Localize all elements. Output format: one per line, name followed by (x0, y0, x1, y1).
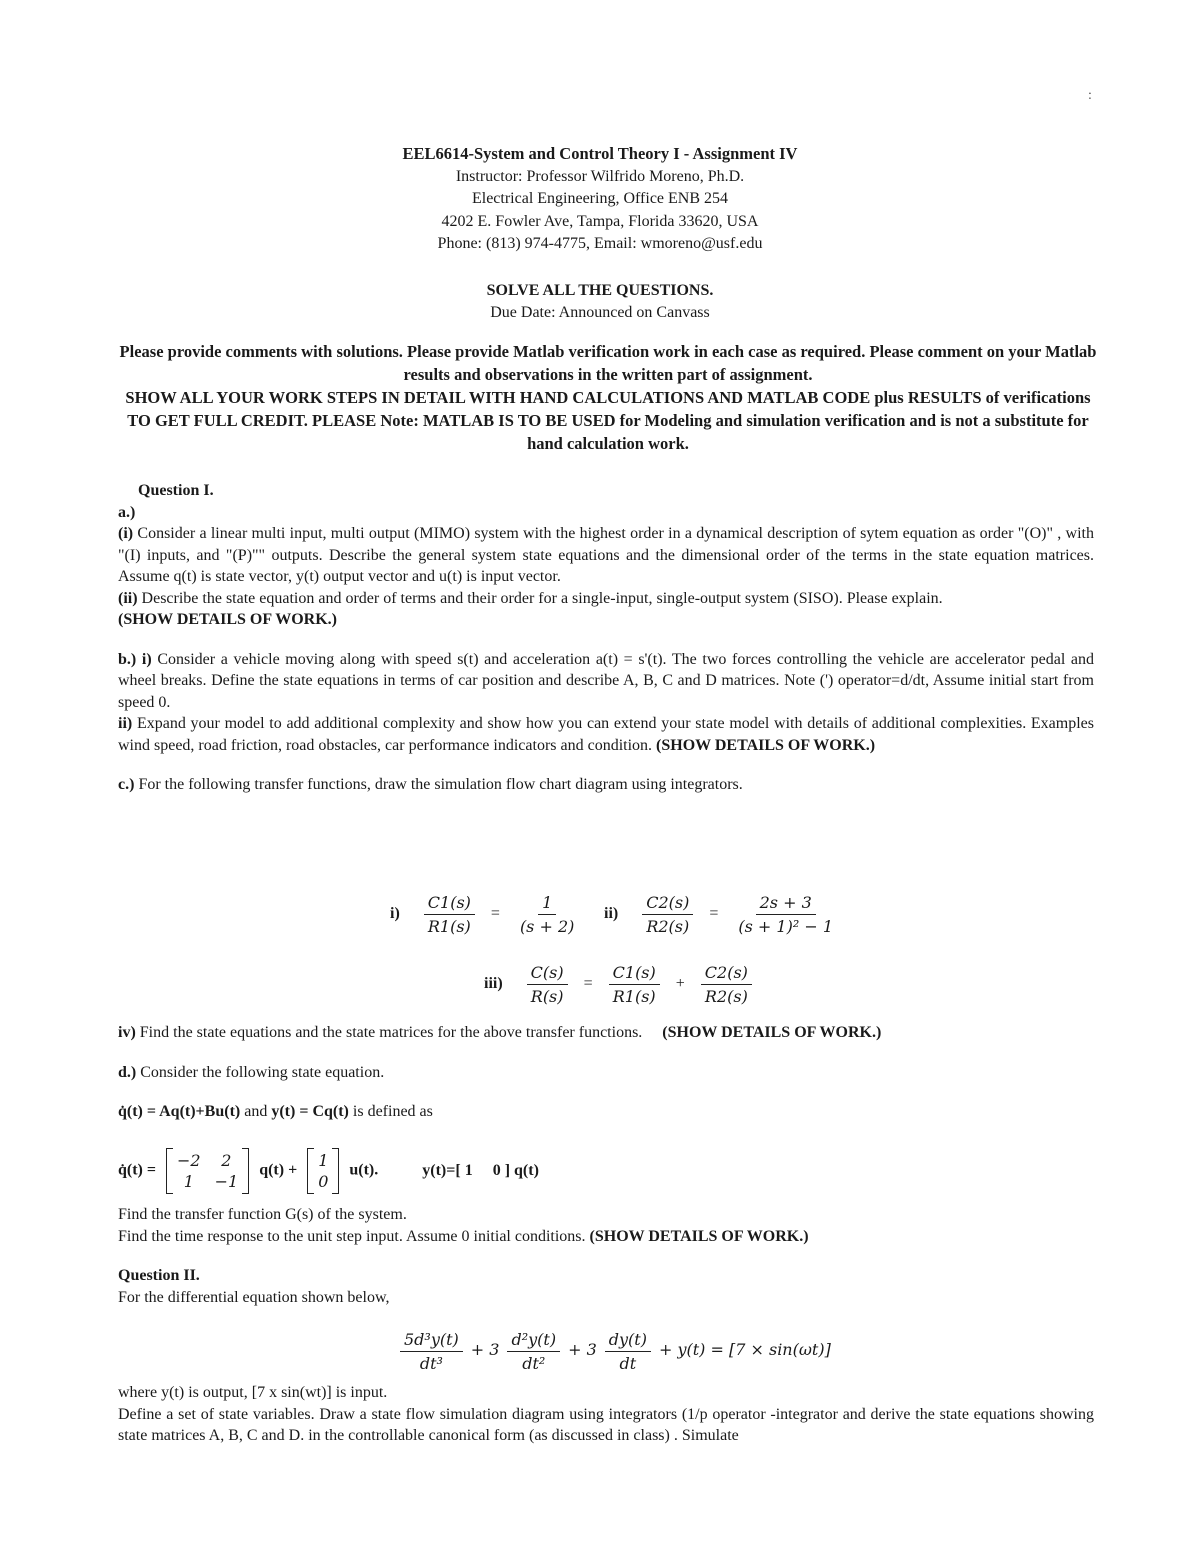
part-d-text: Consider the following state equation. (140, 1063, 385, 1081)
part-b-ii-label: ii) (118, 715, 133, 732)
notice-comments: Please provide comments with solutions. Please provide Matlab verification work in each case as required. Please comment on your Matlab results and observations in the written part of assignment. (119, 342, 1097, 384)
part-b-show-details: (SHOW DETAILS OF WORK.) (656, 736, 876, 754)
tf-ii-lhs-den: R2(s) (646, 917, 690, 936)
tf-ii-equals: = (709, 905, 719, 923)
tf-iii-term1 (609, 963, 660, 1006)
ode-term3 (605, 1330, 651, 1373)
part-a-i-label: (i) (118, 525, 134, 542)
part-iv-show-details: (SHOW DETAILS OF WORK.) (662, 1024, 882, 1041)
tf-ii-rhs-num: 2s + 3 (756, 893, 816, 915)
tf-iii-t1-num: C1(s) (609, 963, 660, 985)
part-b-i-text: Consider a vehicle moving along with speed s(t) and acceleration a(t) = s'(t). The two forces controlling the vehicle are accelerator pedal and wheel breaks. Define the state equations in terms of car position and describe A, B, C and D matrices. Note (') operator=d/dt, Assume initial start from speed 0. (118, 650, 1095, 711)
ode-term2 (507, 1330, 560, 1373)
part-a-show-details: (SHOW DETAILS OF WORK.) (118, 611, 337, 628)
tf-ii-rhs-den: (s + 1)² − 1 (738, 917, 833, 936)
tf-iii-lhs (527, 963, 568, 1006)
question-2-define: Define a set of state variables. Draw a state flow simulation diagram using integrators (1/p operator -integrator and derive the state equations showing state matrices A, B, C and D. in the controllable canonical form (as discussed in class) . Simulate (118, 1405, 1094, 1444)
part-b-label: b.) i) (118, 650, 152, 668)
notice-block (118, 340, 1098, 455)
question-2-title: Question II. (118, 1267, 200, 1284)
question-1-body-final (118, 1204, 1094, 1308)
matrix-a-cell: 1 (183, 1172, 194, 1191)
output-equation: y(t)=[ 1 0 ] q(t) (422, 1161, 539, 1179)
part-d-find-response (118, 1226, 1094, 1248)
part-iv-text: Find the state equations and the state matrices for the above transfer functions. (139, 1024, 643, 1041)
transfer-function-ii (604, 893, 841, 936)
instructor-line: Instructor: Professor Wilfrido Moreno, Ph.D. (455, 167, 745, 185)
question-1-title: Question I. (138, 482, 214, 499)
question-1-body-continued (118, 1022, 1094, 1123)
part-d-label: d.) (118, 1063, 137, 1081)
due-date: Due Date: Announced on Canvass (490, 304, 710, 321)
part-b-ii (118, 713, 1094, 756)
part-a-ii-label: (ii) (118, 589, 138, 607)
matrix-a-cell: −1 (214, 1172, 239, 1191)
part-c-label: c.) (118, 776, 135, 793)
part-d-defined-as: is defined as (352, 1103, 433, 1120)
ode-t3-den: dt (619, 1354, 637, 1373)
part-c (118, 774, 1094, 796)
assignment-title: EEL6614-System and Control Theory I - Assignment IV (402, 144, 798, 163)
state-equation-matrices (118, 1148, 539, 1194)
tf-iii-t2-num: C2(s) (701, 963, 752, 985)
differential-equation (396, 1330, 831, 1373)
matrix-a-cell: −2 (177, 1151, 201, 1170)
transfer-function-i (390, 893, 582, 936)
corner-mark: : (1088, 88, 1092, 103)
ode-term1 (400, 1330, 463, 1373)
tf-i-lhs (424, 893, 475, 936)
tf-ii-lhs (642, 893, 693, 936)
matrix-b (307, 1148, 339, 1194)
part-a-ii (118, 588, 1094, 610)
tf-iii-label: iii) (484, 975, 503, 993)
solve-all-heading: SOLVE ALL THE QUESTIONS. (486, 282, 714, 299)
tf-i-lhs-num: C1(s) (424, 893, 475, 915)
part-a-i-text: Consider a linear multi input, multi output (MIMO) system with the highest order in a dynamical description of sytem equation as order "(O)" , with "(I) inputs, and "(P)"" outputs. Describe the general system state equations and the dimensional order of the terms in the state equation matrices. Assume q(t) is state vector, y(t) output vector and u(t) is input vector. (118, 525, 1095, 585)
part-a-i (118, 523, 1094, 588)
tf-ii-rhs (734, 893, 837, 936)
tf-iii-plus: + (675, 975, 685, 993)
part-d-definition (118, 1101, 1094, 1123)
tf-iii-t1-den: R1(s) (612, 987, 656, 1006)
ode-t1-den: dt³ (419, 1354, 443, 1373)
state-eq-mid: q(t) + (259, 1161, 298, 1179)
part-d-state-eq: q̇(t) = Aq(t)+Bu(t) (118, 1103, 241, 1120)
tf-iii-lhs-num: C(s) (527, 963, 568, 985)
matrix-b-cells (314, 1151, 332, 1191)
ode-plus-3-a: + 3 (470, 1340, 500, 1360)
tf-i-rhs-num: 1 (538, 893, 556, 915)
part-d-find-response-text: Find the time response to the unit step input. Assume 0 initial conditions. (118, 1227, 586, 1245)
part-d-and: and (244, 1103, 268, 1120)
matrix-b-cell: 0 (318, 1172, 329, 1191)
question-2-where: where y(t) is output, [7 x sin(wt)] is input. (118, 1384, 388, 1401)
part-iv (118, 1022, 1094, 1044)
ode-t2-num: d²y(t) (507, 1330, 560, 1352)
part-d-output-eq: y(t) = Cq(t) (271, 1103, 349, 1120)
tf-iii-equals: = (583, 975, 593, 993)
ode-t3-num: dy(t) (605, 1330, 651, 1352)
state-eq-lhs: q̇(t) = (118, 1161, 156, 1179)
department-line: Electrical Engineering, Office ENB 254 (471, 190, 729, 207)
ode-t2-den: dt² (522, 1354, 546, 1373)
tf-i-label: i) (390, 905, 400, 923)
part-a-ii-text: Describe the state equation and order of terms and their order for a single-input, single-output system (SISO). Please explain. (141, 589, 943, 607)
part-b-ii-text: Expand your model to add additional complexity and show how you can extend your state model with details of additional complexities. Examples wind speed, road friction, road obstacles, car performance indicators and condition. (118, 715, 1095, 754)
ode-plus-3-b: + 3 (568, 1340, 597, 1360)
notice-show-work: SHOW ALL YOUR WORK STEPS IN DETAIL WITH HAND CALCULATIONS AND MATLAB CODE plus RESULTS of verifications TO GET FULL CREDIT. PLEASE Note: MATLAB IS TO BE USED for Modeling and simulation verification and is not a substitute for hand calculation work. (125, 388, 1091, 453)
part-a-label: a.) (118, 503, 136, 521)
solve-block (0, 280, 1200, 324)
matrix-a-cells (173, 1151, 242, 1191)
tf-ii-lhs-num: C2(s) (642, 893, 693, 915)
tf-i-equals: = (490, 905, 500, 923)
address-line: 4202 E. Fowler Ave, Tampa, Florida 33620, USA (441, 212, 759, 230)
ode-t1-num: 5d³y(t) (400, 1330, 463, 1352)
part-d (118, 1062, 1094, 1084)
tf-iii-t2-den: R2(s) (704, 987, 748, 1006)
matrix-a-cell: 2 (221, 1151, 232, 1170)
matrix-b-cell: 1 (318, 1151, 329, 1170)
question-2-intro: For the differential equation shown below, (118, 1288, 390, 1306)
part-b-i (118, 649, 1094, 714)
tf-i-rhs-den: (s + 2) (519, 917, 575, 936)
part-c-text: For the following transfer functions, draw the simulation flow chart diagram using integrators. (138, 776, 743, 793)
header-block (0, 143, 1200, 256)
transfer-function-iii (484, 963, 756, 1006)
part-iv-label: iv) (118, 1024, 136, 1041)
tf-iii-lhs-den: R(s) (530, 987, 564, 1006)
question-2-body (118, 1382, 1094, 1447)
matrix-a (166, 1148, 249, 1194)
ode-tail: + y(t) = [7 × sin(ωt)] (658, 1340, 831, 1360)
state-eq-input: u(t). (349, 1161, 379, 1179)
tf-ii-label: ii) (604, 905, 619, 923)
tf-i-lhs-den: R1(s) (427, 917, 471, 936)
tf-iii-term2 (701, 963, 752, 1006)
question-1-body (118, 480, 1094, 796)
part-d-show-details: (SHOW DETAILS OF WORK.) (589, 1227, 809, 1245)
part-d-find-tf: Find the transfer function G(s) of the system. (118, 1206, 407, 1223)
tf-i-rhs (516, 893, 578, 936)
contact-line: Phone: (813) 974-4775, Email: wmoreno@usf.edu (437, 235, 763, 252)
